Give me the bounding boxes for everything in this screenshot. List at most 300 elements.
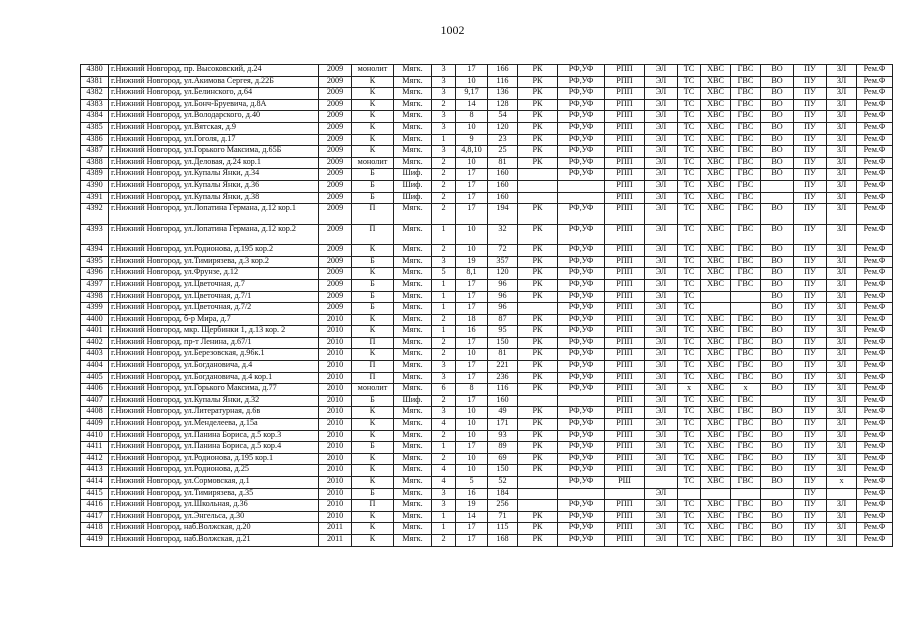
sections: 3 <box>432 500 456 512</box>
apartments: 25 <box>488 146 518 158</box>
cell-vo: ВО <box>761 204 794 225</box>
cell-rk: РК <box>518 146 558 158</box>
address: г.Нижний Новгород, мкр. Щербинки 1, д.13 кор. 2 <box>109 326 319 338</box>
row-number: 4401 <box>81 326 109 338</box>
apartments: 115 <box>488 523 518 535</box>
cell-rk: РК <box>518 442 558 454</box>
cell-zl: ЗЛ <box>827 204 857 225</box>
cell-vo: ВО <box>761 76 794 88</box>
table-row <box>81 453 893 465</box>
cell-rpp: РПП <box>605 500 645 512</box>
cell-ts: ТС <box>678 314 701 326</box>
table-row <box>81 361 893 373</box>
row-number: 4417 <box>81 511 109 523</box>
cell-pu: ПУ <box>794 279 827 291</box>
cell-gvs: ГВС <box>731 99 761 111</box>
cell-pu: ПУ <box>794 245 827 257</box>
build-year: 2009 <box>319 303 352 315</box>
apartments: 160 <box>488 395 518 407</box>
table-row <box>81 488 893 500</box>
cell-vo: ВО <box>761 314 794 326</box>
floors: 17 <box>456 534 488 546</box>
cell-rk: РК <box>518 204 558 225</box>
sections: 2 <box>432 395 456 407</box>
row-number: 4409 <box>81 419 109 431</box>
cell-hvs: ХВС <box>701 268 731 280</box>
cell-zl: ЗЛ <box>827 314 857 326</box>
cell-rf-uf: РФ,УФ <box>558 134 605 146</box>
row-number: 4394 <box>81 245 109 257</box>
cell-ts: ТС <box>678 192 701 204</box>
sections: 2 <box>432 157 456 169</box>
table-row <box>81 122 893 134</box>
floors: 14 <box>456 99 488 111</box>
cell-el: ЭЛ <box>645 500 678 512</box>
cell-rk <box>518 303 558 315</box>
cell-zl: ЗЛ <box>827 337 857 349</box>
cell-rem-f: Рем.Ф <box>857 157 893 169</box>
cell-hvs: ХВС <box>701 395 731 407</box>
floors: 17 <box>456 65 488 77</box>
row-number: 4380 <box>81 65 109 77</box>
cell-hvs: ХВС <box>701 430 731 442</box>
cell-el: ЭЛ <box>645 204 678 225</box>
floors: 16 <box>456 326 488 338</box>
wall-material: К <box>352 477 394 489</box>
cell-pu: ПУ <box>794 361 827 373</box>
cell-rk: РК <box>518 157 558 169</box>
row-number: 4402 <box>81 337 109 349</box>
address: г.Нижний Новгород, ул.Богдановича, д.4 <box>109 361 319 373</box>
cell-zl: ЗЛ <box>827 523 857 535</box>
row-number: 4400 <box>81 314 109 326</box>
cell-rk: РК <box>518 511 558 523</box>
cell-pu: ПУ <box>794 99 827 111</box>
cell-vo: ВО <box>761 256 794 268</box>
cell-el: ЭЛ <box>645 523 678 535</box>
sections: 4 <box>432 477 456 489</box>
table-row <box>81 326 893 338</box>
cell-rpp: РПП <box>605 384 645 396</box>
cell-vo: ВО <box>761 224 794 245</box>
cell-hvs: ХВС <box>701 88 731 100</box>
cell-ts: ТС <box>678 291 701 303</box>
cell-vo: ВО <box>761 245 794 257</box>
roof-type: Мягк. <box>394 224 432 245</box>
address: г.Нижний Новгород, ул.Акимова Сергея, д.22Б <box>109 76 319 88</box>
cell-zl: ЗЛ <box>827 384 857 396</box>
cell-hvs: ХВС <box>701 453 731 465</box>
address: г.Нижний Новгород, ул.Бонч-Бруевича, д.8А <box>109 99 319 111</box>
cell-gvs <box>731 291 761 303</box>
cell-vo: ВО <box>761 407 794 419</box>
table-row <box>81 111 893 123</box>
cell-ts: ТС <box>678 453 701 465</box>
cell-gvs: ГВС <box>731 192 761 204</box>
cell-rem-f: Рем.Ф <box>857 419 893 431</box>
cell-rpp: РПП <box>605 430 645 442</box>
roof-type: Мягк. <box>394 407 432 419</box>
row-number: 4382 <box>81 88 109 100</box>
address: г.Нижний Новгород, ул.Купалы Янки, д.38 <box>109 192 319 204</box>
cell-el: ЭЛ <box>645 430 678 442</box>
sections: 3 <box>432 407 456 419</box>
cell-pu: ПУ <box>794 256 827 268</box>
cell-rf-uf: РФ,УФ <box>558 279 605 291</box>
cell-vo: ВО <box>761 534 794 546</box>
floors: 17 <box>456 180 488 192</box>
apartments: 128 <box>488 99 518 111</box>
cell-rem-f: Рем.Ф <box>857 500 893 512</box>
cell-rpp: РПП <box>605 256 645 268</box>
cell-rk: РК <box>518 314 558 326</box>
roof-type: Мягк. <box>394 488 432 500</box>
cell-rem-f: Рем.Ф <box>857 111 893 123</box>
cell-rk: РК <box>518 349 558 361</box>
cell-ts: ТС <box>678 279 701 291</box>
cell-rem-f: Рем.Ф <box>857 407 893 419</box>
roof-type: Шиф. <box>394 180 432 192</box>
roof-type: Мягк. <box>394 88 432 100</box>
build-year: 2009 <box>319 65 352 77</box>
cell-rk: РК <box>518 245 558 257</box>
cell-rk: РК <box>518 76 558 88</box>
cell-gvs: ГВС <box>731 122 761 134</box>
cell-zl: ЗЛ <box>827 99 857 111</box>
sections: 1 <box>432 326 456 338</box>
cell-vo <box>761 180 794 192</box>
cell-gvs: ГВС <box>731 268 761 280</box>
build-year: 2010 <box>319 465 352 477</box>
cell-rf-uf: РФ,УФ <box>558 291 605 303</box>
page-number: 1002 <box>440 23 465 37</box>
cell-ts: ТС <box>678 256 701 268</box>
cell-pu: ПУ <box>794 76 827 88</box>
cell-el: ЭЛ <box>645 384 678 396</box>
floors: 19 <box>456 500 488 512</box>
cell-rk: РК <box>518 99 558 111</box>
wall-material: К <box>352 76 394 88</box>
cell-el: ЭЛ <box>645 157 678 169</box>
cell-hvs: ХВС <box>701 511 731 523</box>
cell-zl: ЗЛ <box>827 372 857 384</box>
sections: 3 <box>432 256 456 268</box>
build-year: 2009 <box>319 157 352 169</box>
cell-vo: ВО <box>761 500 794 512</box>
cell-ts: ТС <box>678 76 701 88</box>
cell-pu: ПУ <box>794 88 827 100</box>
cell-zl: ЗЛ <box>827 268 857 280</box>
cell-rpp: РПП <box>605 224 645 245</box>
cell-hvs: ХВС <box>701 500 731 512</box>
roof-type: Мягк. <box>394 134 432 146</box>
cell-zl: ЗЛ <box>827 88 857 100</box>
cell-ts: ТС <box>678 430 701 442</box>
address: г.Нижний Новгород, ул.Березовская, д.96к.1 <box>109 349 319 361</box>
roof-type: Мягк. <box>394 511 432 523</box>
apartments: 357 <box>488 256 518 268</box>
floors: 5 <box>456 477 488 489</box>
apartments: 136 <box>488 88 518 100</box>
floors: 10 <box>456 122 488 134</box>
cell-pu: ПУ <box>794 65 827 77</box>
cell-hvs: ХВС <box>701 157 731 169</box>
address: г.Нижний Новгород, ул.Богдановича, д.4 кор.1 <box>109 372 319 384</box>
floors: 10 <box>456 453 488 465</box>
build-year: 2009 <box>319 180 352 192</box>
cell-zl: ЗЛ <box>827 192 857 204</box>
cell-ts: ТС <box>678 372 701 384</box>
cell-hvs: ХВС <box>701 192 731 204</box>
cell-pu: ПУ <box>794 268 827 280</box>
table-row <box>81 204 893 225</box>
build-year: 2010 <box>319 337 352 349</box>
cell-hvs: ХВС <box>701 372 731 384</box>
cell-rk: РК <box>518 384 558 396</box>
roof-type: Мягк. <box>394 534 432 546</box>
cell-gvs: ГВС <box>731 430 761 442</box>
cell-gvs: ГВС <box>731 337 761 349</box>
sections: 2 <box>432 337 456 349</box>
cell-zl: ЗЛ <box>827 146 857 158</box>
cell-rpp: РПП <box>605 111 645 123</box>
roof-type: Мягк. <box>394 326 432 338</box>
build-year: 2010 <box>319 477 352 489</box>
cell-rk: РК <box>518 453 558 465</box>
cell-pu: ПУ <box>794 224 827 245</box>
table-row <box>81 523 893 535</box>
cell-zl: ЗЛ <box>827 279 857 291</box>
address: г.Нижний Новгород, ул.Белинского, д.64 <box>109 88 319 100</box>
cell-ts: ТС <box>678 477 701 489</box>
cell-rf-uf: РФ,УФ <box>558 534 605 546</box>
cell-rf-uf <box>558 488 605 500</box>
cell-pu: ПУ <box>794 204 827 225</box>
cell-el: ЭЛ <box>645 65 678 77</box>
cell-pu: ПУ <box>794 303 827 315</box>
table-row <box>81 303 893 315</box>
cell-el: ЭЛ <box>645 314 678 326</box>
cell-rf-uf: РФ,УФ <box>558 224 605 245</box>
roof-type: Мягк. <box>394 111 432 123</box>
build-year: 2010 <box>319 488 352 500</box>
build-year: 2010 <box>319 314 352 326</box>
row-number: 4403 <box>81 349 109 361</box>
cell-ts: ТС <box>678 224 701 245</box>
cell-rk: РК <box>518 279 558 291</box>
roof-type: Мягк. <box>394 303 432 315</box>
roof-type: Мягк. <box>394 384 432 396</box>
build-year: 2010 <box>319 430 352 442</box>
cell-hvs: ХВС <box>701 146 731 158</box>
cell-hvs: ХВС <box>701 111 731 123</box>
cell-vo: ВО <box>761 268 794 280</box>
cell-ts: ТС <box>678 169 701 181</box>
cell-zl <box>827 488 857 500</box>
cell-vo: ВО <box>761 337 794 349</box>
cell-rem-f: Рем.Ф <box>857 279 893 291</box>
build-year: 2010 <box>319 384 352 396</box>
address: г.Нижний Новгород, ул.Фрунзе, д.12 <box>109 268 319 280</box>
cell-zl: ЗЛ <box>827 256 857 268</box>
cell-gvs: ГВС <box>731 500 761 512</box>
cell-pu: ПУ <box>794 291 827 303</box>
cell-rk: РК <box>518 523 558 535</box>
sections: 2 <box>432 534 456 546</box>
address: г.Нижний Новгород, ул.Тимирязева, д.35 <box>109 488 319 500</box>
cell-rpp: РПП <box>605 372 645 384</box>
cell-gvs <box>731 488 761 500</box>
cell-hvs: ХВС <box>701 224 731 245</box>
cell-rpp: РПП <box>605 395 645 407</box>
apartments: 95 <box>488 326 518 338</box>
cell-zl: ЗЛ <box>827 430 857 442</box>
row-number: 4414 <box>81 477 109 489</box>
cell-zl: ЗЛ <box>827 349 857 361</box>
floors: 17 <box>456 372 488 384</box>
row-number: 4384 <box>81 111 109 123</box>
sections: 1 <box>432 291 456 303</box>
address: г.Нижний Новгород, ул.Школьная, д.36 <box>109 500 319 512</box>
cell-gvs: ГВС <box>731 146 761 158</box>
sections: 2 <box>432 99 456 111</box>
cell-vo: ВО <box>761 419 794 431</box>
table-row <box>81 430 893 442</box>
row-number: 4416 <box>81 500 109 512</box>
build-year: 2009 <box>319 245 352 257</box>
cell-vo: ВО <box>761 465 794 477</box>
build-year: 2009 <box>319 134 352 146</box>
cell-ts: ТС <box>678 534 701 546</box>
sections: 2 <box>432 314 456 326</box>
cell-rpp: РПП <box>605 407 645 419</box>
cell-el: ЭЛ <box>645 395 678 407</box>
cell-gvs: ГВС <box>731 442 761 454</box>
cell-pu: ПУ <box>794 192 827 204</box>
address: г.Нижний Новгород, б-р Мира, д.7 <box>109 314 319 326</box>
cell-hvs: ХВС <box>701 349 731 361</box>
sections: 1 <box>432 224 456 245</box>
sections: 1 <box>432 303 456 315</box>
floors: 8,1 <box>456 268 488 280</box>
sections: 3 <box>432 146 456 158</box>
cell-ts: ТС <box>678 361 701 373</box>
wall-material: К <box>352 407 394 419</box>
cell-pu: ПУ <box>794 407 827 419</box>
apartments: 166 <box>488 65 518 77</box>
cell-ts: ТС <box>678 157 701 169</box>
cell-ts: ТС <box>678 122 701 134</box>
wall-material: К <box>352 245 394 257</box>
cell-el: ЭЛ <box>645 361 678 373</box>
row-number: 4390 <box>81 180 109 192</box>
row-number: 4406 <box>81 384 109 396</box>
sections: 1 <box>432 279 456 291</box>
cell-pu: ПУ <box>794 169 827 181</box>
row-number: 4388 <box>81 157 109 169</box>
cell-gvs: ГВС <box>731 511 761 523</box>
build-year: 2009 <box>319 122 352 134</box>
cell-zl: ЗЛ <box>827 65 857 77</box>
cell-zl: ЗЛ <box>827 291 857 303</box>
cell-rf-uf: РФ,УФ <box>558 146 605 158</box>
wall-material: К <box>352 419 394 431</box>
apartments: 49 <box>488 407 518 419</box>
cell-vo: ВО <box>761 88 794 100</box>
cell-rf-uf: РФ,УФ <box>558 477 605 489</box>
cell-gvs: ГВС <box>731 224 761 245</box>
cell-el: ЭЛ <box>645 268 678 280</box>
roof-type: Шиф. <box>394 169 432 181</box>
cell-rem-f: Рем.Ф <box>857 361 893 373</box>
cell-vo: ВО <box>761 442 794 454</box>
cell-rk <box>518 169 558 181</box>
cell-zl: ЗЛ <box>827 500 857 512</box>
cell-rem-f: Рем.Ф <box>857 395 893 407</box>
cell-rf-uf: РФ,УФ <box>558 384 605 396</box>
apartments: 81 <box>488 349 518 361</box>
floors: 17 <box>456 337 488 349</box>
table-row <box>81 477 893 489</box>
cell-zl: ЗЛ <box>827 303 857 315</box>
cell-hvs: ХВС <box>701 99 731 111</box>
cell-gvs: ГВС <box>731 477 761 489</box>
cell-vo: ВО <box>761 291 794 303</box>
address: г.Нижний Новгород, ул.Володарского, д.40 <box>109 111 319 123</box>
build-year: 2009 <box>319 88 352 100</box>
cell-zl: ЗЛ <box>827 442 857 454</box>
cell-zl: ЗЛ <box>827 326 857 338</box>
address: г.Нижний Новгород, ул.Купалы Янки, д.36 <box>109 180 319 192</box>
cell-hvs <box>701 303 731 315</box>
cell-pu: ПУ <box>794 122 827 134</box>
cell-hvs: ХВС <box>701 76 731 88</box>
cell-rf-uf: РФ,УФ <box>558 314 605 326</box>
cell-pu: ПУ <box>794 372 827 384</box>
roof-type: Мягк. <box>394 65 432 77</box>
cell-vo <box>761 395 794 407</box>
sections: 2 <box>432 430 456 442</box>
cell-rpp: РПП <box>605 157 645 169</box>
apartments: 160 <box>488 192 518 204</box>
wall-material: К <box>352 453 394 465</box>
roof-type: Мягк. <box>394 122 432 134</box>
cell-rk <box>518 477 558 489</box>
cell-ts: ТС <box>678 245 701 257</box>
row-number: 4418 <box>81 523 109 535</box>
table-row <box>81 465 893 477</box>
cell-rpp <box>605 488 645 500</box>
cell-rpp: РПП <box>605 122 645 134</box>
floors: 10 <box>456 245 488 257</box>
cell-ts: ТС <box>678 326 701 338</box>
cell-pu: ПУ <box>794 453 827 465</box>
floors: 17 <box>456 361 488 373</box>
cell-el: ЭЛ <box>645 122 678 134</box>
apartments: 96 <box>488 303 518 315</box>
cell-gvs: ГВС <box>731 245 761 257</box>
build-year: 2009 <box>319 169 352 181</box>
cell-rem-f: Рем.Ф <box>857 488 893 500</box>
cell-rem-f: Рем.Ф <box>857 224 893 245</box>
housing-register-table <box>80 64 893 547</box>
table-row <box>81 511 893 523</box>
cell-zl: ЗЛ <box>827 395 857 407</box>
sections: 1 <box>432 523 456 535</box>
sections: 6 <box>432 384 456 396</box>
cell-rpp: РПП <box>605 534 645 546</box>
cell-rf-uf: РФ,УФ <box>558 326 605 338</box>
